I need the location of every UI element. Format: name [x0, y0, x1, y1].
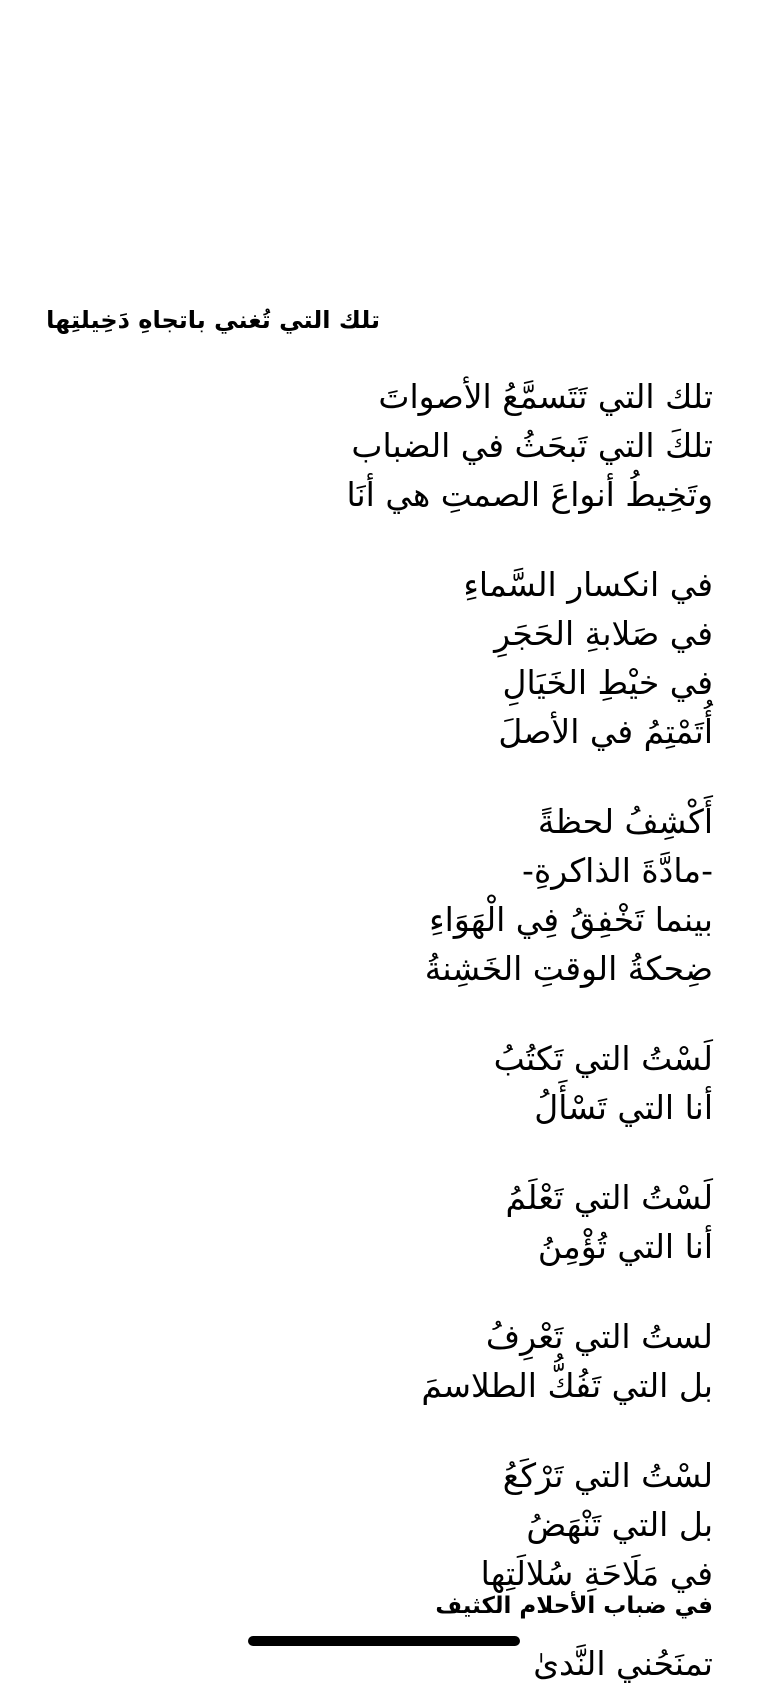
poem-line: في صَلابةِ الحَجَرِ: [494, 614, 713, 653]
stanza-7: [73, 1451, 713, 1598]
poem-line: وتَخِيطُ أنواعَ الصمتِ هي أنَا: [346, 475, 713, 514]
poem-line: في انكسار السَّماءِ: [463, 565, 713, 604]
poem-line: بل التي تَنْهَضُ: [526, 1505, 713, 1544]
stanza-4: [73, 1034, 713, 1132]
poem-line: تلك التي تَتَسمَّعُ الأصواتَ: [378, 377, 713, 416]
poem-line: بينما تَخْفِقُ فِي الْهَوَاءِ: [429, 900, 713, 939]
stanza-3: [73, 797, 713, 993]
stanza-1: [73, 372, 713, 519]
poem-cut-line: تمنَحُني النَّدىٰ: [533, 1644, 713, 1683]
poem-line: أنا التي تُؤْمِنُ: [537, 1227, 713, 1266]
poem-line: لستُ التي تَعْرِفُ: [485, 1317, 713, 1356]
poem-line: أنا التي تَسْأَلُ: [534, 1088, 713, 1127]
poem-line: لسْتُ التي تَرْكَعُ: [502, 1456, 713, 1495]
poem-line: ضِحكةُ الوقتِ الخَشِنةُ: [424, 949, 713, 988]
poem-line: بل التي تَفُكُّ الطلاسمَ: [421, 1366, 713, 1405]
poem-line: أَكْشِفُ لحظةً: [537, 802, 713, 841]
poem-line: في مَلَاحَةِ سُلالَتِها: [480, 1554, 713, 1593]
poem-line: أُتَمْتِمُ في الأصلَ: [498, 712, 713, 751]
poem-line: في خيْطِ الخَيَالِ: [502, 663, 713, 702]
stanza-2: [73, 560, 713, 756]
poem-line: لَسْتُ التي تَكتُبُ: [493, 1039, 713, 1078]
poem-line: -مادَّةَ الذاكرةِ-: [522, 851, 713, 890]
stanza-6: [73, 1312, 713, 1410]
home-indicator[interactable]: [248, 1636, 520, 1646]
poem-footer-line: في ضباب الأحلام الكثيف: [435, 1593, 713, 1619]
poem-line: لَسْتُ التي تَعْلَمُ: [505, 1178, 713, 1217]
stanza-5: [73, 1173, 713, 1271]
poem-title: تلك التي تُغني باتجاهِ دَخِيلتِها: [46, 306, 380, 334]
poem-line: تلكَ التي تَبحَثُ في الضباب: [351, 426, 713, 465]
poem-body: [73, 372, 713, 1598]
